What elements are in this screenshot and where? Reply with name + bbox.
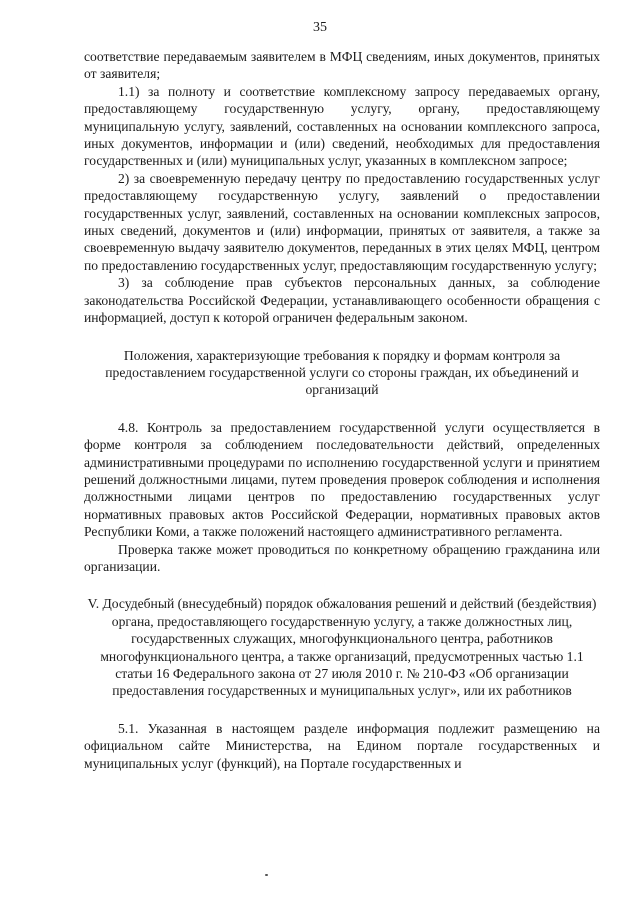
document-body xyxy=(84,48,600,772)
section-heading-v: V. Досудебный (внесудебный) порядок обжалования решений и действий (бездействия) органа, предоставляющего государственную услугу, а также должностных лиц, государственных служащих, многофункционального центра, работников многофункционального центра, а также организаций, предусмотренных частью 1.1 статьи 16 Федерального закона от 27 июля 2010 г. № 210-ФЗ «Об организации предоставления государственных и муниципальных услуг», или их работников xyxy=(87,596,597,699)
spacer xyxy=(84,399,600,419)
paragraph-item-3: 3) за соблюдение прав субъектов персональных данных, за соблюдение законодательства Российской Федерации, устанавливающего особенности обращения с информацией, доступ к которой ограничен федеральным законом. xyxy=(84,275,600,326)
paragraph-inspection: Проверка также может проводиться по конкретному обращению гражданина или организации. xyxy=(84,541,600,574)
spacer xyxy=(84,575,600,595)
paragraph-item-1-1: 1.1) за полноту и соответствие комплексному запросу передаваемых органу, предоставляющему государственную услугу, органу, предоставляющему муниципальную услугу, заявлений, составленных на основании комплексного запроса, иных документов, информации и (или) сведений, необходимых для предоставления государственных и (или) муниципальных услуг, указанных в комплексном запросе; xyxy=(84,83,600,169)
paragraph-item-2: 2) за своевременную передачу центру по предоставлению государственных услуг предоставляющему государственную услугу, заявлений о предоставлении государственных услуг, заявлений, составленных на основании комплексных запросов, иных сведений, документов и (или) информации, принятых от заявителя, а также за своевременную выдачу заявителю документов, переданных в этих целях МФЦ, центром по предоставлению государственных услуг, предоставляющим государственную услугу; xyxy=(84,170,600,273)
scan-speck xyxy=(265,874,268,876)
spacer xyxy=(84,700,600,720)
spacer xyxy=(84,327,600,347)
paragraph-5-1: 5.1. Указанная в настоящем разделе информация подлежит размещению на официальном сайте Министерства, на Едином портале государственных и муниципальных услуг (функций), на Портале государственных и xyxy=(84,720,600,771)
page-number: 35 xyxy=(313,20,327,35)
paragraph-continuation: соответствие передаваемым заявителем в МФЦ сведениям, иных документов, принятых от заявителя; xyxy=(84,49,600,82)
section-heading-control: Положения, характеризующие требования к порядку и формам контроля за предоставлением государственной услуги со стороны граждан, их объединений и организаций xyxy=(105,347,579,398)
paragraph-4-8: 4.8. Контроль за предоставлением государственной услуги осуществляется в форме контроля за соблюдением последовательности действий, определенных административными процедурами по исполнению государственной услуги и принятием решений должностными лицами, путем проведения проверок соблюдения и исполнения должностными лицами центров по предоставлению государственных услуг нормативных правовых актов Российской Федерации, нормативных правовых актов Республики Коми, а также положений настоящего административного регламента. xyxy=(84,419,600,540)
